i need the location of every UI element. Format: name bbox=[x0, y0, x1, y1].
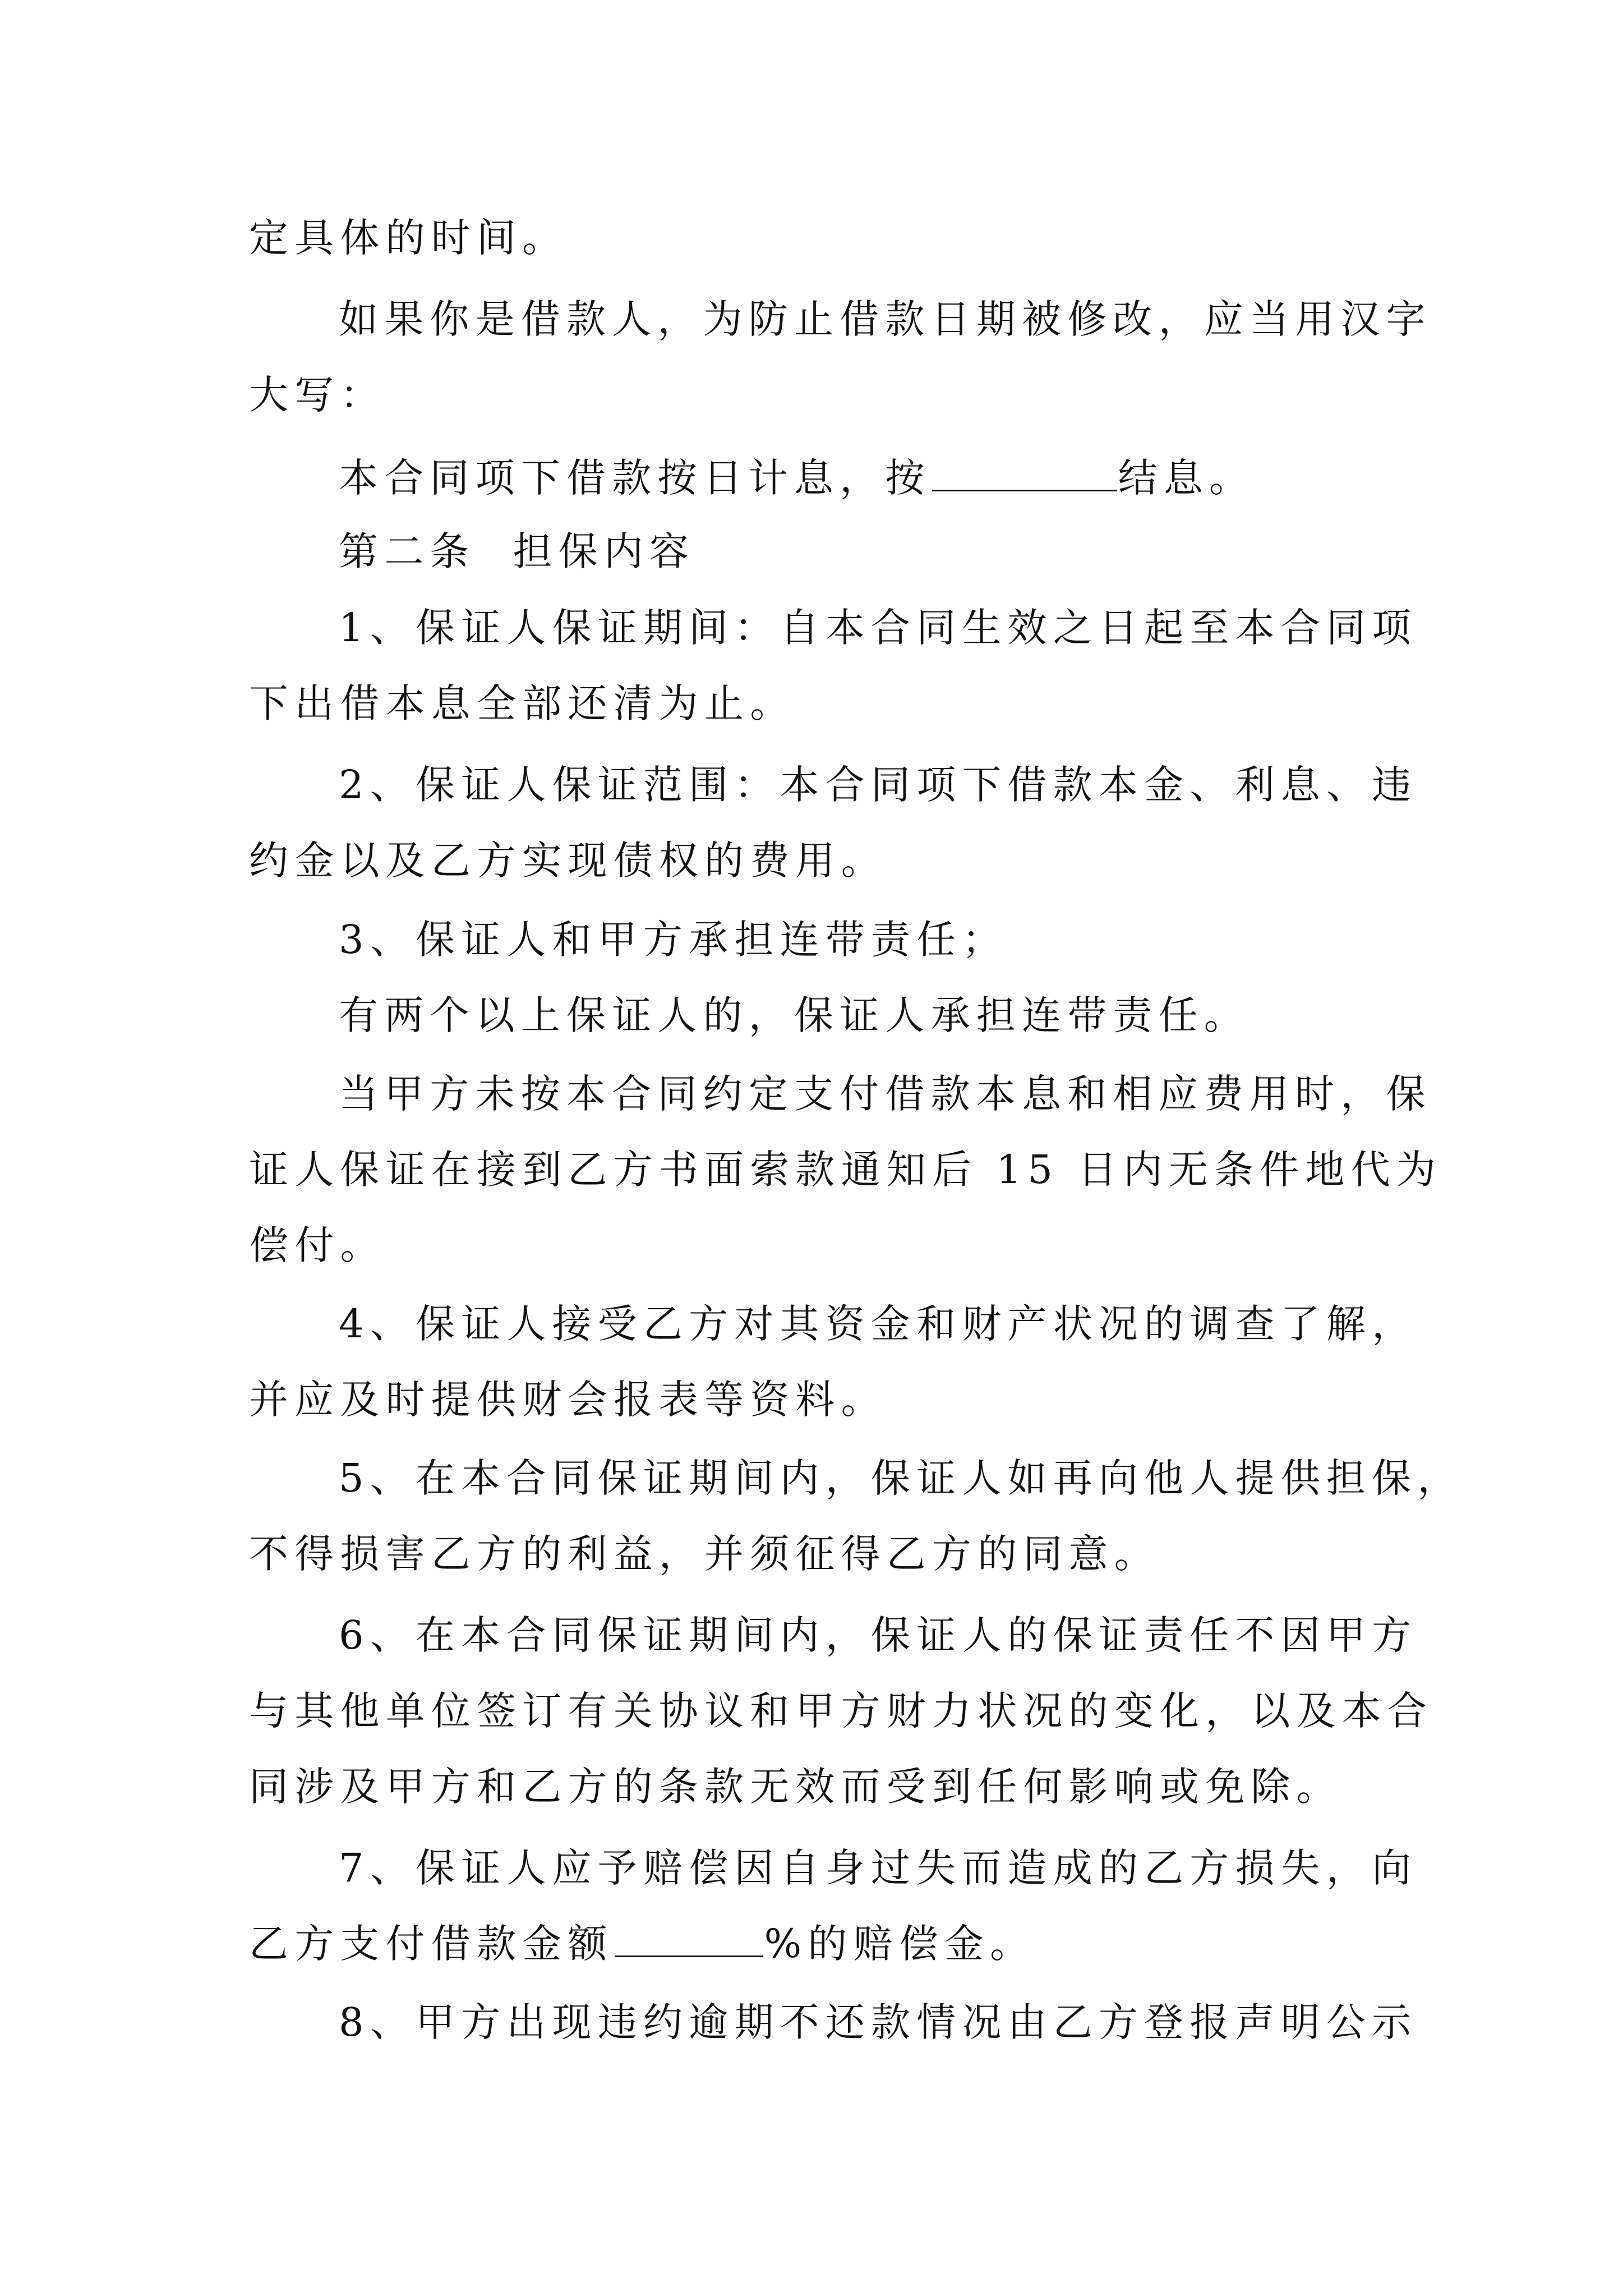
text-line: 约金以及乙方实现债权的费用。 bbox=[249, 838, 887, 884]
text-line: 本合同项下借款按日计息，按 结息。 bbox=[339, 455, 1255, 501]
text-line: 7、保证人应予赔偿因自身过失而造成的乙方损失，向 bbox=[339, 1845, 1418, 1891]
text-line: 1、保证人保证期间：自本合同生效之日起至本合同项 bbox=[339, 605, 1418, 651]
text-line: 有两个以上保证人的，保证人承担连带责任。 bbox=[339, 992, 1249, 1038]
section-heading: 第二条 担保内容 bbox=[339, 528, 695, 574]
text-line: 5、在本合同保证期间内，保证人如再向他人提供担保， bbox=[339, 1455, 1463, 1501]
fill-in-blank bbox=[932, 455, 1117, 491]
text-line: 8、甲方出现违约逾期不还款情况由乙方登报声明公示 bbox=[339, 1999, 1418, 2045]
text-line: 定具体的时间。 bbox=[249, 215, 568, 261]
text-line: 证人保证在接到乙方书面索款通知后 15 日内无条件地代为 bbox=[249, 1147, 1442, 1193]
text-line: 乙方支付借款金额 %的赔偿金。 bbox=[249, 1921, 1036, 1967]
text-line: 如果你是借款人，为防止借款日期被修改，应当用汉字 bbox=[339, 296, 1432, 342]
fill-in-blank bbox=[615, 1921, 763, 1957]
text-line: 与其他单位签订有关协议和甲方财力状况的变化，以及本合 bbox=[249, 1688, 1433, 1734]
text-line: 并应及时提供财会报表等资料。 bbox=[249, 1377, 887, 1423]
text-line: 2、保证人保证范围：本合同项下借款本金、利息、违 bbox=[339, 762, 1418, 808]
text-line: 大写： bbox=[249, 372, 386, 418]
text-line: 偿付。 bbox=[249, 1222, 386, 1268]
text-line: 3、保证人和甲方承担连带责任； bbox=[339, 917, 1008, 963]
text-line: 6、在本合同保证期间内，保证人的保证责任不因甲方 bbox=[339, 1612, 1418, 1658]
text-line: 4、保证人接受乙方对其资金和财产状况的调查了解， bbox=[339, 1301, 1418, 1347]
text-line: 同涉及甲方和乙方的条款无效而受到任何影响或免除。 bbox=[249, 1764, 1342, 1810]
text-line: 不得损害乙方的利益，并须征得乙方的同意。 bbox=[249, 1531, 1160, 1577]
text-line: 当甲方未按本合同约定支付借款本息和相应费用时，保 bbox=[339, 1071, 1432, 1117]
text-line: 下出借本息全部还清为止。 bbox=[249, 680, 796, 726]
